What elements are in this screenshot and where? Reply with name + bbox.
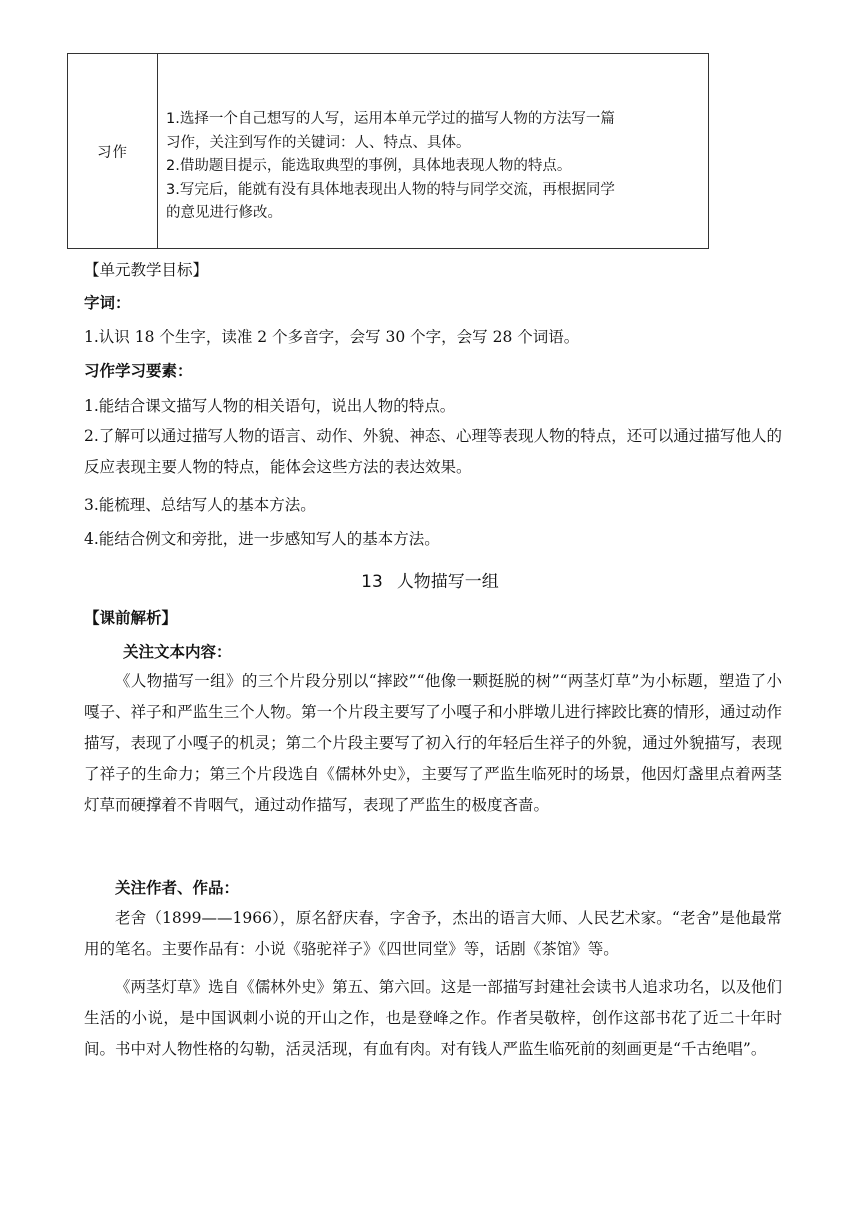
writing-item: 2.了解可以通过描写人物的语言、动作、外貌、神态、心理等表现人物的特点，还可以通过描写他人的反应表现主要人物的特点，能体会这些方法的表达效果。 — [84, 427, 782, 476]
writing-goals-table — [67, 53, 709, 249]
content-heading: 关注文本内容： — [123, 643, 232, 661]
vocab-heading: 字词： — [84, 294, 131, 312]
analysis-heading: 【课前解析】 — [84, 609, 178, 627]
unit-goals-heading: 【单元教学目标】 — [84, 261, 209, 279]
table-line: 3.写完后，能就有没有具体地表现出人物的特与同学交流，再根据同学 — [166, 181, 615, 198]
writing-heading: 习作学习要素： — [84, 362, 193, 380]
table-line: 2.借助题目提示，能选取典型的事例，具体地表现人物的特点。 — [166, 158, 572, 174]
table-content-cell — [158, 54, 708, 248]
lesson-title-text: 人物描写一组 — [396, 572, 499, 592]
writing-item: 3.能梳理、总结写人的基本方法。 — [84, 496, 316, 514]
content-paragraph: 《人物描写一组》的三个片段分别以“摔跤”“他像一颗挺脱的树”“两茎灯草”为小标题，塑造了小嘎子、祥子和严监生三个人物。第一个片段主要写了小嘎子和小胖墩儿进行摔跤比赛的情形，通过动作描写，表现了小嘎子的机灵；第二个片段主要写了初入行的年轻后生祥子的外貌，通过外貌描写，表现了祥子的生命力；第三个片段选自《儒林外史》，主要写了严监生临死时的场景，他因灯盏里点着两茎灯草而硬撑着不肯咽气，通过动作描写，表现了严监生的极度吝啬。 — [84, 672, 782, 814]
author-paragraph: 老舍（1899——1966），原名舒庆春，字舍予，杰出的语言大师、人民艺术家。“老舍”是他最常用的笔名。主要作品有：小说《骆驼祥子》《四世同堂》等，话剧《茶馆》等。 — [84, 909, 782, 958]
vocab-item: 1.认识 18 个生字，读准 2 个多音字，会写 30 个字，会写 28 个词语。 — [84, 328, 580, 346]
table-label-cell: 习作 — [68, 54, 158, 248]
lesson-title — [0, 567, 860, 592]
work-paragraph: 《两茎灯草》选自《儒林外史》第五、第六回。这是一部描写封建社会读书人追求功名，以及他们生活的小说，是中国讽刺小说的开山之作，也是登峰之作。作者吴敬梓，创作这部书花了近二十年时间。书中对人物性格的勾勒，活灵活现，有血有肉。对有钱人严监生临死前的刻画更是“千古绝唱”。 — [84, 978, 782, 1058]
lesson-number: 13 — [361, 572, 383, 592]
writing-item: 4.能结合例文和旁批，进一步感知写人的基本方法。 — [84, 530, 440, 548]
author-heading: 关注作者、作品： — [115, 879, 240, 897]
table-line: 习作，关注到写作的关键词：人、特点、具体。 — [166, 134, 471, 151]
table-line: 1.选择一个自己想写的人写，运用本单元学过的描写人物的方法写一篇 — [166, 111, 615, 127]
writing-item: 1.能结合课文描写人物的相关语句，说出人物的特点。 — [84, 397, 456, 415]
table-line: 的意见进行修改。 — [166, 205, 282, 221]
